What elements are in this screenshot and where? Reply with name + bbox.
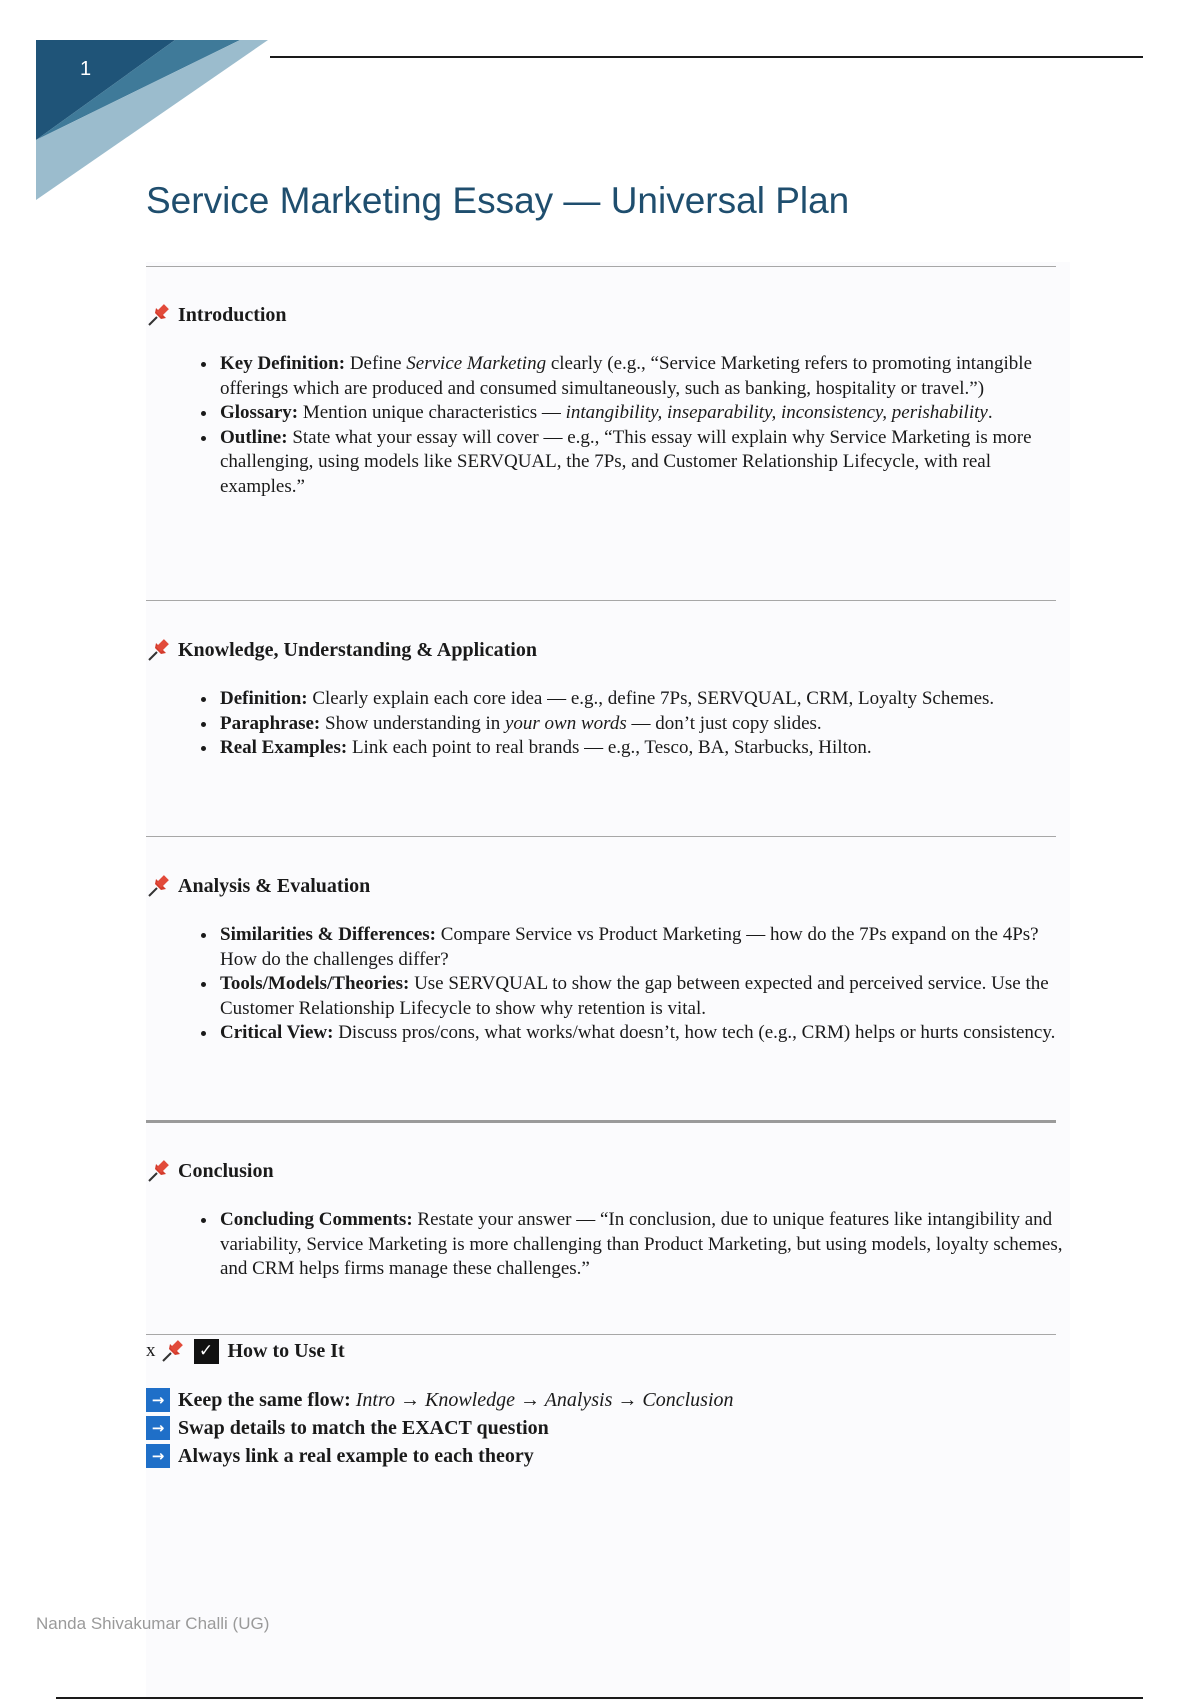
list-item (218, 687, 1066, 712)
divider (146, 1334, 1056, 1335)
list-item (218, 736, 1066, 761)
list-item (218, 923, 1066, 972)
list-item (218, 401, 1066, 426)
item-text: Discuss pros/cons, what works/what doesn’t, how tech (e.g., CRM) helps or hurts consistency. (333, 1022, 1056, 1043)
how-to-use-section (146, 1338, 734, 1470)
section-conclusion (146, 1156, 1066, 1282)
item-emphasis: Service Marketing (406, 353, 547, 374)
list-item (218, 1208, 1066, 1282)
tip-item (146, 1442, 734, 1470)
divider (146, 1120, 1056, 1123)
list-item (218, 972, 1066, 1021)
item-text: Link each point to real brands — e.g., Tesco, BA, Starbucks, Hilton. (347, 737, 872, 758)
pushpin-icon (160, 1338, 186, 1364)
list-item (218, 426, 1066, 500)
divider (146, 600, 1056, 601)
checkmark-icon: ✓ (194, 1339, 219, 1364)
bullet-list (146, 923, 1066, 1046)
item-label: Outline: (220, 426, 288, 448)
item-text: . (987, 402, 993, 423)
item-emphasis: intangibility, inseparability, inconsistency, perishability (565, 402, 988, 423)
item-label: Paraphrase: (220, 712, 321, 734)
tip-text: Always link a real example to each theory (178, 1445, 534, 1467)
item-text: Restate your answer — “In conclusion, due to unique features like intangibility and variability, Service Marketing is more challenging than Product Marketing, but using models, loyalty schemes, and CRM helps firms manage these challenges.” (220, 1209, 1063, 1279)
header-rule (270, 56, 1143, 58)
item-label: Glossary: (220, 402, 299, 423)
item-text: clearly (e.g., “Service Marketing refers to promoting intangible offerings which are produced and consumed simultaneously, such as banking, hospitality or travel.”) (220, 353, 1033, 399)
item-text: Compare Service vs Product Marketing — how do the 7Ps expand on the 4Ps? How do the challenges differ? (220, 924, 1039, 970)
section-heading (146, 300, 1066, 330)
divider (146, 266, 1056, 267)
section-heading (146, 871, 1066, 901)
divider (146, 836, 1056, 837)
tip-emphasis: Intro → Knowledge → Analysis → Conclusion (350, 1389, 734, 1411)
list-item (218, 352, 1066, 401)
tips-list (146, 1386, 734, 1470)
bullet-list (146, 687, 1066, 761)
item-label: Similarities & Differences: (220, 924, 436, 945)
pushpin-icon (146, 1158, 172, 1184)
footer-author: Nanda Shivakumar Challi (UG) (36, 1614, 270, 1633)
page-number: 1 (80, 58, 92, 80)
x-mark: x (146, 1340, 156, 1361)
bullet-list (146, 352, 1066, 499)
section-analysis (146, 871, 1066, 1046)
pushpin-icon (146, 302, 172, 328)
footer-rule (56, 1697, 1143, 1699)
list-item (218, 712, 1066, 737)
section-heading (146, 635, 1066, 665)
bullet-list (146, 1208, 1066, 1282)
item-text: Use SERVQUAL to show the gap between expected and perceived service. Use the Customer Relationship Lifecycle to show why retention is vital. (220, 973, 1049, 1019)
pushpin-icon (146, 873, 172, 899)
item-text: Clearly explain each core idea — e.g., define 7Ps, SERVQUAL, CRM, Loyalty Schemes. (307, 688, 995, 709)
item-label: Tools/Models/Theories: (220, 973, 410, 994)
item-text: Show understanding in (320, 712, 505, 734)
section-heading (146, 1338, 734, 1364)
page-title: Service Marketing Essay — Universal Plan (146, 180, 850, 221)
section-heading (146, 1156, 1066, 1186)
tip-text: Swap details to match the EXACT question (178, 1417, 549, 1439)
arrow-right-icon: → (146, 1444, 170, 1468)
item-text: Mention unique characteristics — (298, 402, 566, 423)
section-title: How to Use It (227, 1339, 345, 1362)
tip-item (146, 1386, 734, 1414)
arrow-right-icon: → (146, 1416, 170, 1440)
item-label: Definition: (220, 688, 308, 709)
section-title: Introduction (178, 303, 287, 326)
item-text: Define (345, 353, 407, 374)
item-emphasis: your own words (504, 712, 627, 734)
tip-item (146, 1414, 734, 1442)
item-label: Key Definition: (220, 353, 346, 374)
section-title: Conclusion (178, 1159, 274, 1182)
item-label: Critical View: (220, 1022, 334, 1043)
item-label: Concluding Comments: (220, 1209, 413, 1230)
pushpin-icon (146, 637, 172, 663)
section-knowledge (146, 635, 1066, 761)
list-item (218, 1021, 1066, 1046)
item-text: — don’t just copy slides. (626, 712, 822, 734)
item-label: Real Examples: (220, 737, 348, 758)
item-text: State what your essay will cover — e.g., “This essay will explain why Service Marketing is more challenging, using models like SERVQUAL, the 7Ps, and Customer Relationship Lifecycle, with real examples.” (220, 426, 1032, 497)
section-title: Knowledge, Understanding & Application (178, 638, 537, 661)
corner-decoration (0, 0, 280, 210)
section-introduction (146, 300, 1066, 499)
tip-text: Keep the same flow: (178, 1389, 351, 1411)
arrow-right-icon: → (146, 1388, 170, 1412)
section-title: Analysis & Evaluation (178, 874, 371, 897)
